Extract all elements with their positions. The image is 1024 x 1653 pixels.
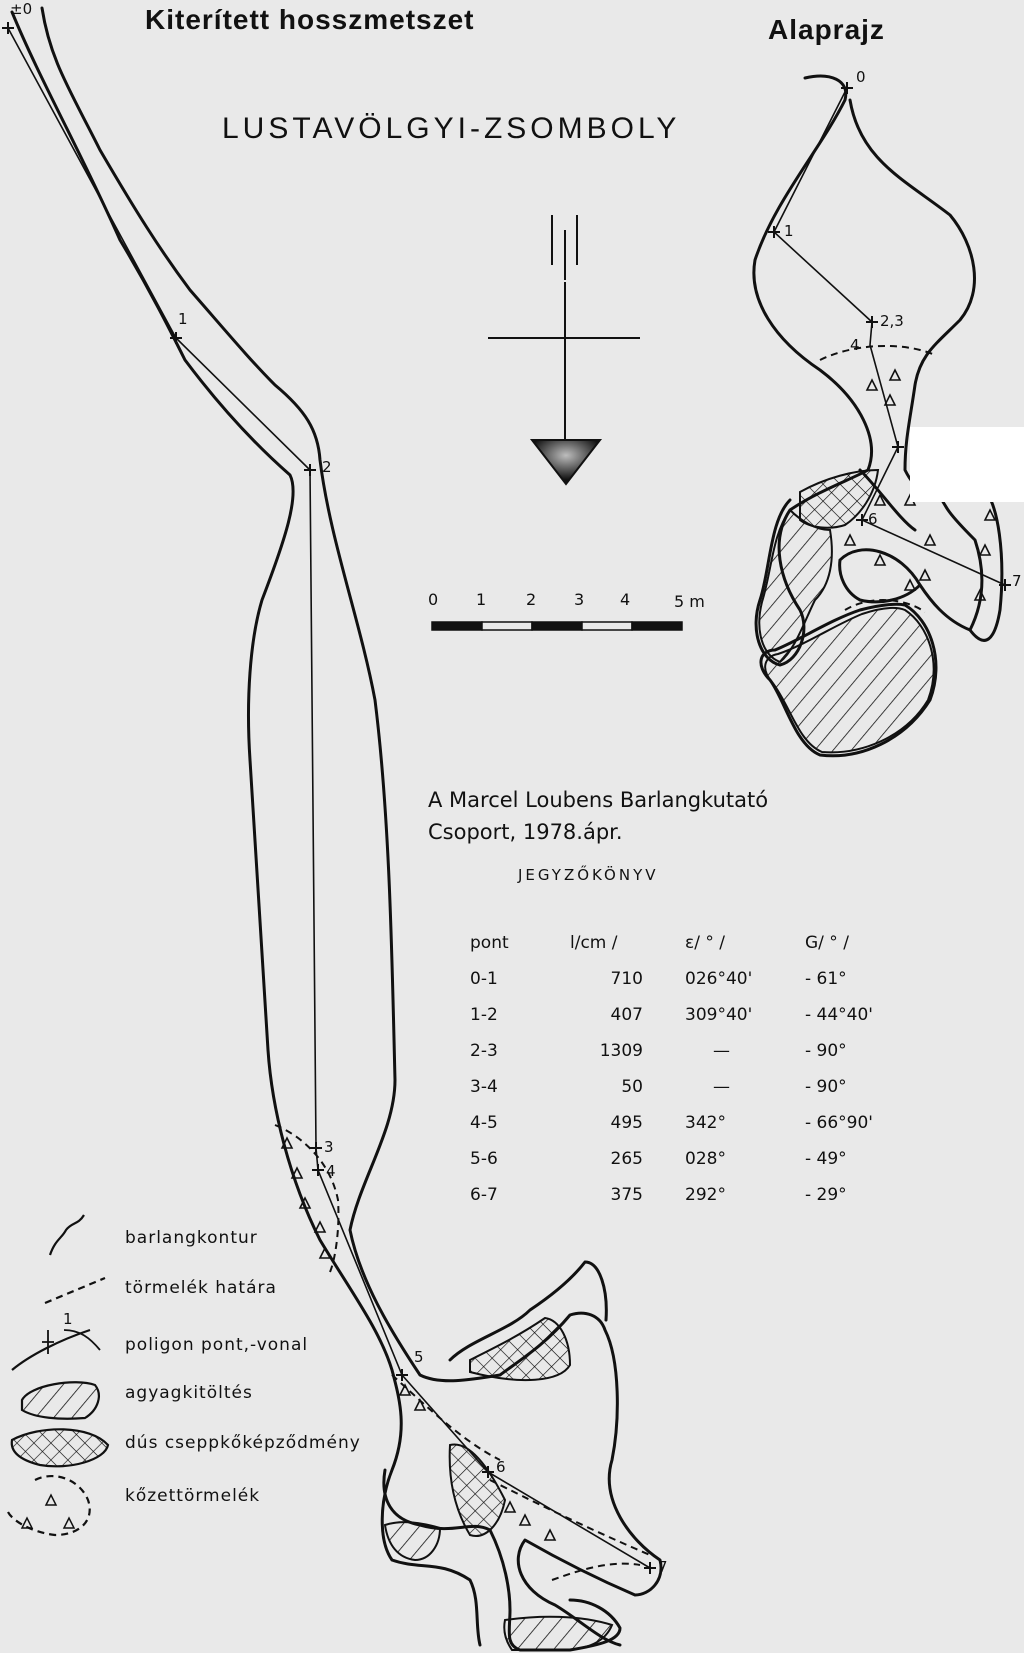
legend-label-dripstone: dús cseppkőképződmény	[125, 1433, 361, 1453]
table-cell: 342°	[685, 1113, 726, 1133]
profile-dripstone-niche	[470, 1318, 570, 1380]
legend-label-cave-contour: barlangkontur	[125, 1228, 258, 1248]
plan-label-0: 0	[856, 68, 866, 86]
plan-title: Alaprajz	[768, 14, 885, 45]
profile-title: Kiterített hosszmetszet	[145, 4, 475, 35]
credit-line-1: A Marcel Loubens Barlangkutató	[428, 788, 769, 812]
plan-label-23: 2,3	[880, 312, 904, 330]
profile-label-0: ±0	[10, 0, 33, 18]
table-row	[470, 1177, 905, 1213]
profile-label-1: 1	[178, 310, 188, 328]
legend-cave-contour-symbol	[50, 1215, 84, 1255]
legend-rock-debris-symbol	[8, 1476, 90, 1535]
plan-label-1: 1	[784, 222, 794, 240]
table-cell: 495	[610, 1113, 643, 1133]
protocol-title: JEGYZŐKÖNYV	[518, 866, 659, 884]
scale-tick-0: 0	[428, 590, 439, 609]
scale-tick-3: 3	[574, 590, 585, 609]
north-arrow	[488, 215, 640, 484]
table-cell: 375	[610, 1185, 643, 1205]
table-row	[470, 1105, 905, 1141]
table-cell: - 49°	[805, 1149, 847, 1169]
scale-tick-5: 5 m	[674, 592, 705, 611]
table-cell: 50	[621, 1077, 643, 1097]
profile-label-4: 4	[326, 1162, 336, 1180]
table-cell: 309°40'	[685, 1005, 753, 1025]
plan-mid-lobe	[840, 550, 920, 602]
table-cell: 026°40'	[685, 969, 753, 989]
profile-label-7: 7	[658, 1558, 668, 1576]
table-cell: 5-6	[470, 1149, 498, 1169]
cave-name: LUSTAVÖLGYI-ZSOMBOLY	[222, 112, 681, 145]
legend-clay-symbol	[22, 1382, 99, 1418]
legend-label-rock-debris: kőzettörmelék	[125, 1486, 261, 1506]
profile-label-2: 2	[322, 458, 332, 476]
profile-clay-left	[385, 1522, 440, 1560]
legend-label-clay: agyagkitöltés	[125, 1383, 253, 1403]
plan-right-lobe	[920, 480, 982, 630]
north-arrow-head	[532, 440, 600, 484]
table-row	[470, 1033, 905, 1069]
table-row	[470, 997, 905, 1033]
plan-label-6: 6	[868, 510, 878, 528]
credit-line-2: Csoport, 1978.ápr.	[428, 820, 623, 844]
scale-tick-4: 4	[620, 590, 631, 609]
header-azimuth: ε/ ° /	[685, 933, 725, 953]
table-cell: 3-4	[470, 1077, 498, 1097]
plan-label-4: 4	[850, 336, 860, 354]
legend-dripstone-symbol	[12, 1429, 108, 1466]
table-cell: - 90°	[805, 1041, 847, 1061]
legend-symbols	[8, 1215, 108, 1535]
table-cell: 292°	[685, 1185, 726, 1205]
table-cell: 1309	[599, 1041, 643, 1061]
table-cell: 2-3	[470, 1041, 498, 1061]
white-patch	[910, 427, 1024, 502]
header-pont: pont	[470, 933, 509, 953]
survey-table-header	[470, 925, 905, 961]
table-row	[470, 1069, 905, 1105]
survey-table	[470, 925, 905, 1213]
table-cell: - 61°	[805, 969, 847, 989]
table-cell: - 90°	[805, 1077, 847, 1097]
header-length: l/cm /	[570, 933, 618, 953]
table-cell: 4-5	[470, 1113, 498, 1133]
table-row	[470, 961, 905, 997]
profile-label-3: 3	[324, 1138, 334, 1156]
scale-tick-2: 2	[526, 590, 537, 609]
profile-label-5: 5	[414, 1348, 424, 1366]
table-cell: 6-7	[470, 1185, 498, 1205]
legend-label-polygon: poligon pont,-vonal	[125, 1335, 309, 1355]
table-cell: 0-1	[470, 969, 498, 989]
legend-debris-boundary-symbol	[45, 1278, 105, 1303]
table-cell: 407	[610, 1005, 643, 1025]
legend-polygon-symbol	[12, 1330, 100, 1370]
plan-label-7: 7	[1012, 572, 1022, 590]
legend-label-debris-boundary: törmelék határa	[125, 1278, 277, 1298]
scale-bar	[432, 622, 682, 630]
legend-polygon-marker: 1	[63, 1310, 73, 1328]
table-cell: 710	[610, 969, 643, 989]
header-gradient: G/ ° /	[805, 933, 849, 953]
table-cell: 1-2	[470, 1005, 498, 1025]
profile-label-6: 6	[496, 1458, 506, 1476]
table-cell: - 44°40'	[805, 1005, 873, 1025]
table-cell: —	[713, 1077, 730, 1097]
scale-tick-1: 1	[476, 590, 487, 609]
table-cell: 028°	[685, 1149, 726, 1169]
table-cell: - 66°90'	[805, 1113, 873, 1133]
table-cell: 265	[610, 1149, 643, 1169]
table-cell: - 29°	[805, 1185, 847, 1205]
table-cell: —	[713, 1041, 730, 1061]
table-row	[470, 1141, 905, 1177]
